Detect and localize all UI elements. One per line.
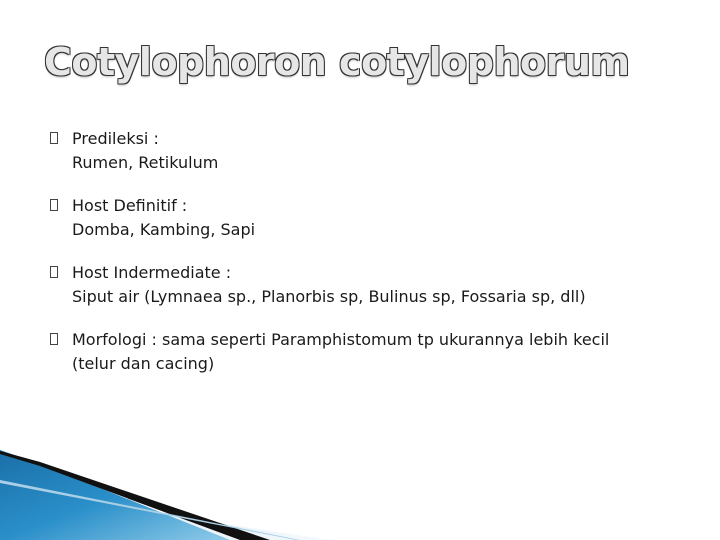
bullet-icon — [50, 199, 58, 211]
slide-title: Cotylophoron cotylophorum — [44, 40, 630, 84]
bullet-label: Morfologi : sama seperti Paramphistomum tp ukurannya lebih kecil — [72, 330, 610, 349]
bullet-item-morfologi — [50, 328, 690, 376]
bullet-list — [50, 127, 690, 395]
bullet-icon — [50, 266, 58, 278]
corner-swoosh-decoration — [0, 450, 720, 540]
bullet-label: Predileksi : — [72, 129, 159, 148]
bullet-item-host-intermediate — [50, 261, 690, 309]
bullet-detail: Siput air (Lymnaea sp., Planorbis sp, Bulinus sp, Fossaria sp, dll) — [72, 287, 586, 306]
bullet-detail: Rumen, Retikulum — [72, 153, 219, 172]
bullet-label: Host Definitif : — [72, 196, 188, 215]
bullet-detail: (telur dan cacing) — [72, 354, 215, 373]
bullet-icon — [50, 333, 58, 345]
bullet-item-predileksi — [50, 127, 690, 175]
bullet-item-host-definitif — [50, 194, 690, 242]
bullet-label: Host Indermediate : — [72, 263, 232, 282]
bullet-detail: Domba, Kambing, Sapi — [72, 220, 256, 239]
bullet-icon — [50, 132, 58, 144]
